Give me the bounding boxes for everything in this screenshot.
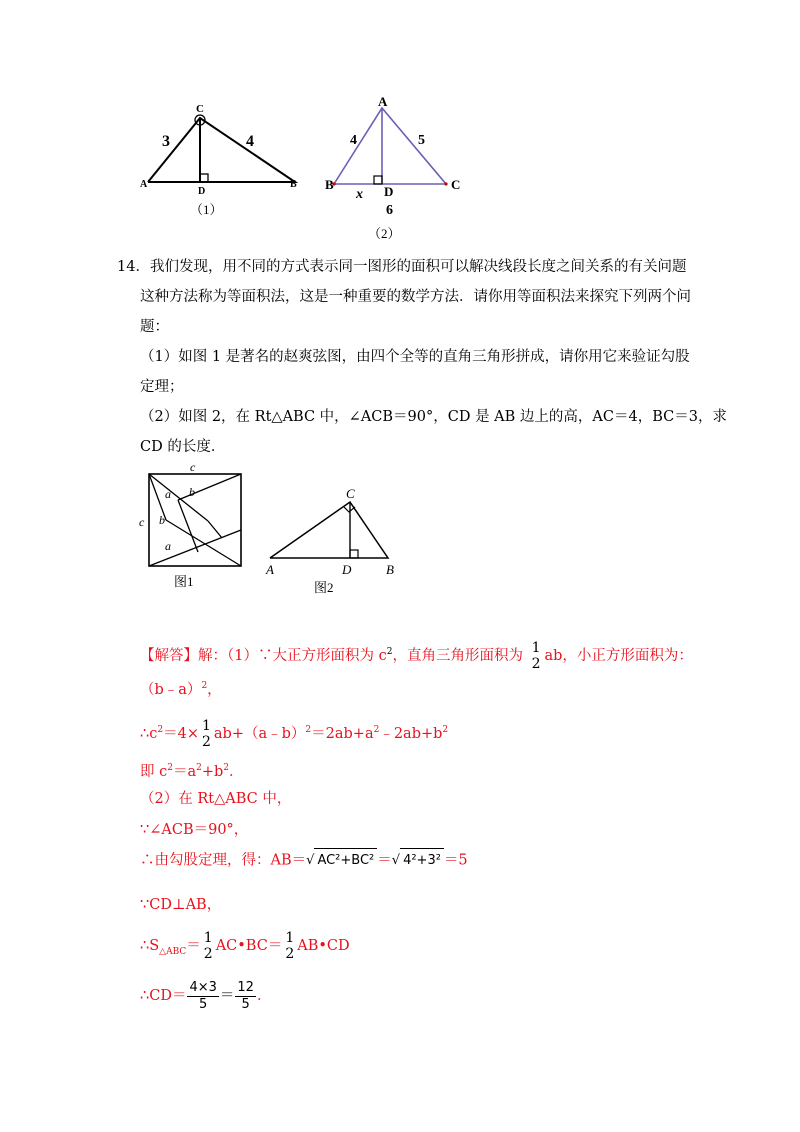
numerator: 4×3 (189, 979, 217, 995)
sqrt-numbers: √ 4²+3² (392, 848, 444, 873)
solution-text: ∴S (140, 938, 160, 954)
vertex-dot-c (444, 182, 447, 185)
fraction-half (202, 930, 215, 962)
label-b-2: b (159, 513, 165, 527)
label-a: A (266, 562, 274, 577)
superscript: 2 (305, 725, 312, 735)
solution-text: ＝ (219, 988, 235, 1004)
solution-line-7 (140, 848, 468, 873)
radicand: 4²+3² (400, 848, 444, 873)
denominator: 2 (201, 733, 211, 750)
superscript: 2 (386, 647, 393, 657)
side-cb-length: 4 (246, 133, 254, 150)
superscript: 2 (167, 763, 173, 773)
inner-3 (149, 530, 241, 566)
solution-text: ＝5 (443, 852, 468, 869)
caption-fig2: 图2 (314, 580, 334, 595)
solution-text: ﹣2ab+b (379, 725, 443, 742)
label-a-1: a (165, 487, 171, 501)
solution-text: ＝4× (163, 725, 199, 742)
solution-text: ab+（a﹣b） (213, 725, 306, 742)
label-x: x (356, 187, 363, 202)
label-c: C (196, 103, 204, 115)
numerator: 12 (237, 979, 254, 995)
label-b-1: b (189, 485, 195, 499)
problem-part2-b: CD 的长度． (140, 439, 226, 455)
solution-text: ＝ (186, 938, 201, 954)
label-b: B (386, 562, 394, 577)
label-a: A (378, 94, 388, 109)
triangle-outline (270, 502, 388, 558)
problem-number: 14． (117, 259, 150, 275)
solution-text: ＝ (377, 852, 392, 869)
numerator: 1 (201, 717, 211, 734)
label-c-top: c (190, 460, 196, 474)
solution-text: ． (256, 988, 272, 1004)
solution-text: AC•BC＝ (215, 938, 283, 954)
fraction-half (283, 930, 296, 962)
problem-part2-a: （2）如图 2，在 Rt△ABC 中，∠ACB＝90°，CD 是 AB 边上的高，AC＝4，BC＝3，求 (140, 409, 727, 425)
solution-line-1 (140, 632, 693, 676)
label-b: B (290, 179, 297, 190)
numerator: 1 (203, 930, 213, 946)
solution-text: ＝a (172, 763, 197, 780)
label-d: D (384, 184, 394, 199)
solution-line-9 (140, 926, 350, 972)
figure-top-1 (140, 100, 305, 220)
solution-text: ＝2ab+a (311, 725, 374, 742)
solution-line-8: ∵CD⊥AB， (140, 897, 222, 913)
figure-top-2 (322, 92, 472, 242)
caption-1: （1） (190, 202, 223, 217)
side-ab-length: 4 (350, 133, 357, 148)
solution-line-10 (140, 976, 271, 1016)
right-angle-mark-d (350, 550, 358, 558)
sqrt-ac-bc: √ AC²+BC² (306, 848, 377, 873)
solution-text: 即 c (140, 763, 168, 780)
solution-text: ab，小正方形面积为： (544, 647, 693, 664)
superscript: 2 (196, 763, 202, 773)
solution-text: AB•CD (297, 938, 350, 954)
numerator: 1 (531, 639, 541, 656)
superscript: 2 (157, 725, 164, 735)
subscript: △ABC (159, 946, 187, 957)
caption-2: （2） (368, 226, 401, 241)
denominator: 2 (203, 946, 213, 962)
superscript: 2 (373, 725, 380, 735)
figure-right-triangle (262, 482, 412, 602)
label-a-2: a (165, 539, 171, 553)
triangle-outline (148, 118, 295, 182)
side-bc-length: 6 (386, 203, 393, 218)
side-ac-length: 3 (162, 133, 170, 150)
fraction-4x3-over-5 (187, 980, 218, 1013)
denominator: 2 (531, 655, 541, 672)
right-angle-mark-d (374, 176, 382, 184)
numerator: 1 (285, 930, 295, 946)
label-b: B (325, 177, 334, 192)
label-c: C (451, 177, 461, 192)
fraction-12-over-5 (235, 980, 256, 1013)
solution-line-3 (140, 710, 448, 754)
solution-line-6: ∵∠ACB＝90°， (140, 822, 249, 838)
denominator: 2 (285, 946, 295, 962)
inner-5 (208, 521, 222, 538)
inner-4 (178, 500, 198, 552)
solution-text: ， (207, 681, 222, 698)
problem-part1-a: （1）如图 1 是著名的赵爽弦图，由四个全等的直角三角形拼成，请你用它来验证勾股 (140, 349, 690, 365)
superscript: 2 (442, 725, 449, 735)
problem-line-3: 题： (140, 319, 169, 335)
hyp-2 (166, 520, 241, 566)
superscript: 2 (223, 763, 230, 773)
solution-text: ，直角三角形面积为 (392, 647, 523, 664)
right-angle-mark-d (200, 174, 208, 182)
radicand: AC²+BC² (314, 848, 377, 873)
solution-text: +b (201, 763, 224, 780)
solution-line-2 (140, 676, 222, 700)
figure-zhao-shuang (138, 460, 248, 595)
problem-line-1 (117, 257, 686, 277)
label-c: C (346, 486, 355, 501)
solution-text: （b﹣a） (140, 681, 202, 698)
solution-tag: 【解答】 (140, 647, 198, 664)
label-c-left: c (139, 515, 145, 529)
fraction-half (530, 640, 543, 672)
side-ac-length: 5 (418, 133, 425, 148)
fraction-half (200, 718, 213, 750)
problem-text-1: 我们发现，用不同的方式表示同一图形的面积可以解决线段长度之间关系的有关问题 (149, 259, 687, 275)
solution-text: 解：（1）∵大正方形面积为 c (198, 647, 387, 664)
label-d: D (198, 186, 206, 197)
label-a: A (140, 179, 148, 190)
superscript: 2 (201, 681, 208, 691)
denominator: 5 (241, 996, 250, 1012)
label-d: D (342, 562, 352, 577)
problem-line-2: 这种方法称为等面积法，这是一种重要的数学方法．请你用等面积法来探究下列两个问 (140, 289, 691, 305)
caption-fig1: 图1 (174, 574, 194, 589)
inner-2 (178, 474, 241, 500)
solution-line-4 (140, 758, 244, 782)
solution-text: ． (229, 763, 244, 780)
solution-text: ∴由勾股定理，得：AB＝ (140, 852, 307, 869)
solution-line-5: （2）在 Rt△ABC 中， (140, 791, 292, 807)
solution-text: ∴c (140, 725, 158, 742)
solution-text: ∴CD＝ (140, 988, 187, 1004)
denominator: 5 (199, 996, 208, 1012)
problem-part1-b: 定理； (140, 379, 184, 395)
